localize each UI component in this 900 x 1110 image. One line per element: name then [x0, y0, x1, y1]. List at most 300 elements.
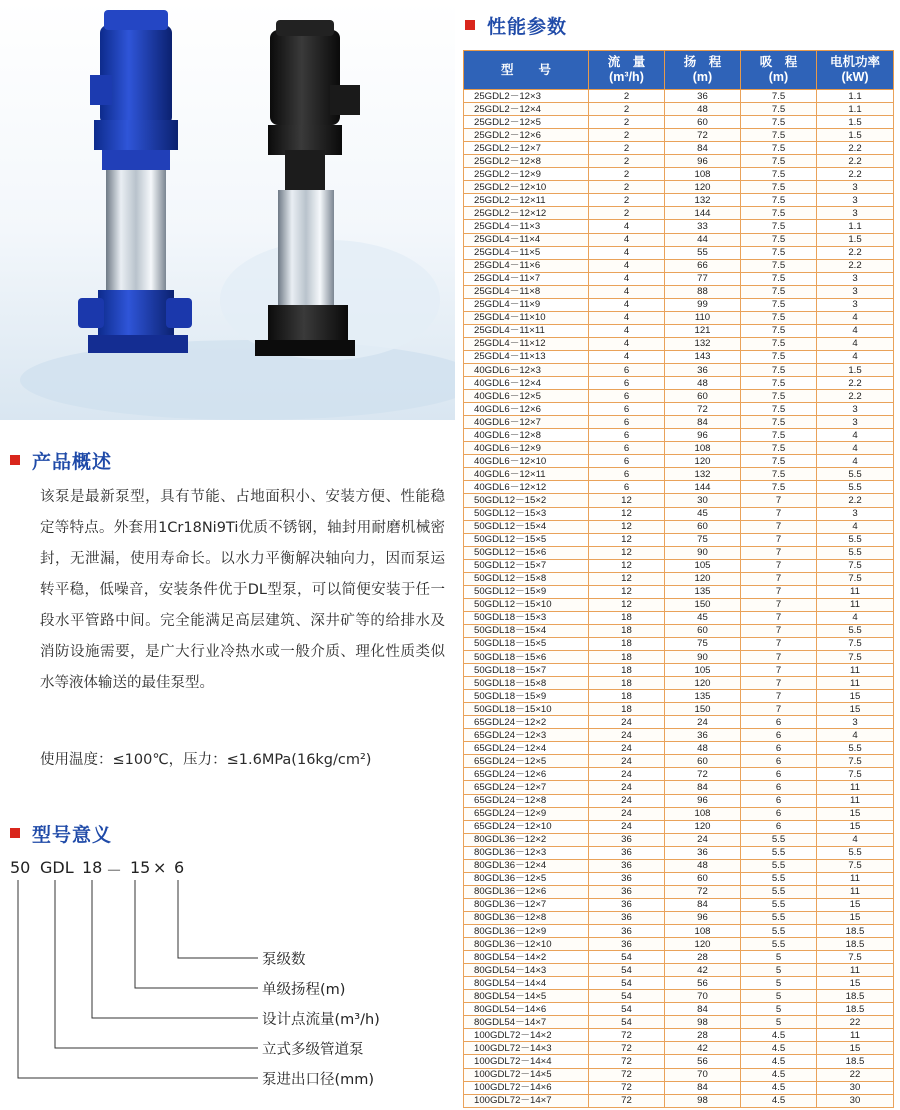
model-part-diameter: 50 [10, 858, 31, 877]
cell-power: 5.5 [817, 624, 894, 637]
cell-head: 84 [665, 1003, 741, 1016]
cell-flow: 54 [589, 1016, 665, 1029]
cell-power: 2.2 [817, 155, 894, 168]
cell-power: 4 [817, 324, 894, 337]
cell-head: 30 [665, 494, 741, 507]
cell-model: 40GDL6－12×9 [464, 442, 589, 455]
cell-model: 65GDL24－12×2 [464, 716, 589, 729]
table-row [464, 559, 894, 572]
cell-model: 50GDL12－15×2 [464, 494, 589, 507]
cell-power: 30 [817, 1094, 894, 1107]
cell-power: 3 [817, 285, 894, 298]
cell-flow: 4 [589, 350, 665, 363]
cell-suction: 7 [741, 611, 817, 624]
cell-flow: 6 [589, 481, 665, 494]
cell-power: 2.2 [817, 390, 894, 403]
cell-power: 11 [817, 598, 894, 611]
cell-head: 121 [665, 324, 741, 337]
cell-power: 11 [817, 885, 894, 898]
cell-flow: 36 [589, 925, 665, 938]
table-row [464, 455, 894, 468]
table-row [464, 1068, 894, 1081]
cell-flow: 2 [589, 103, 665, 116]
model-meaning-stages: 泵级数 [262, 952, 306, 968]
cell-suction: 7.5 [741, 416, 817, 429]
table-row [464, 468, 894, 481]
cell-power: 18.5 [817, 1055, 894, 1068]
cell-model: 25GDL2－12×10 [464, 181, 589, 194]
cell-suction: 7.5 [741, 363, 817, 376]
cell-suction: 5.5 [741, 911, 817, 924]
cell-suction: 6 [741, 755, 817, 768]
cell-head: 56 [665, 977, 741, 990]
cell-power: 3 [817, 298, 894, 311]
cell-model: 80GDL54－14×4 [464, 977, 589, 990]
cell-flow: 24 [589, 716, 665, 729]
cell-head: 105 [665, 559, 741, 572]
cell-model: 25GDL2－12×4 [464, 103, 589, 116]
table-row [464, 598, 894, 611]
table-row [464, 390, 894, 403]
table-row [464, 637, 894, 650]
cell-power: 4 [817, 729, 894, 742]
cell-suction: 5.5 [741, 885, 817, 898]
cell-model: 80GDL54－14×3 [464, 964, 589, 977]
table-row [464, 1042, 894, 1055]
cell-flow: 72 [589, 1068, 665, 1081]
cell-suction: 7.5 [741, 246, 817, 259]
cell-model: 25GDL4－11×3 [464, 220, 589, 233]
cell-power: 3 [817, 181, 894, 194]
cell-power: 4 [817, 520, 894, 533]
cell-flow: 12 [589, 507, 665, 520]
table-row [464, 585, 894, 598]
table-row [464, 377, 894, 390]
table-body [464, 90, 894, 1108]
cell-suction: 7.5 [741, 429, 817, 442]
cell-suction: 7.5 [741, 272, 817, 285]
performance-heading-text: 性能参数 [487, 15, 568, 38]
cell-flow: 24 [589, 768, 665, 781]
cell-model: 80GDL54－14×5 [464, 990, 589, 1003]
cell-suction: 4.5 [741, 1029, 817, 1042]
table-row [464, 233, 894, 246]
cell-head: 120 [665, 455, 741, 468]
model-part-type: GDL [40, 858, 74, 877]
cell-model: 100GDL72－14×6 [464, 1081, 589, 1094]
cell-model: 25GDL4－11×4 [464, 233, 589, 246]
cell-flow: 6 [589, 416, 665, 429]
cell-head: 70 [665, 990, 741, 1003]
cell-power: 7.5 [817, 637, 894, 650]
cell-flow: 18 [589, 690, 665, 703]
cell-power: 7.5 [817, 951, 894, 964]
cell-suction: 7 [741, 494, 817, 507]
cell-suction: 7.5 [741, 481, 817, 494]
cell-head: 144 [665, 207, 741, 220]
cell-model: 25GDL2－12×6 [464, 129, 589, 142]
cell-power: 7.5 [817, 859, 894, 872]
cell-model: 80GDL36－12×6 [464, 885, 589, 898]
cell-suction: 7 [741, 677, 817, 690]
cell-model: 65GDL24－12×6 [464, 768, 589, 781]
cell-head: 75 [665, 533, 741, 546]
cell-flow: 72 [589, 1094, 665, 1107]
cell-head: 135 [665, 585, 741, 598]
table-row [464, 703, 894, 716]
table-row [464, 1055, 894, 1068]
cell-suction: 4.5 [741, 1068, 817, 1081]
cell-suction: 7 [741, 651, 817, 664]
cell-model: 80GDL36－12×9 [464, 925, 589, 938]
cell-head: 24 [665, 716, 741, 729]
table-row [464, 363, 894, 376]
cell-power: 7.5 [817, 572, 894, 585]
cell-suction: 7.5 [741, 324, 817, 337]
cell-flow: 6 [589, 390, 665, 403]
cell-model: 65GDL24－12×7 [464, 781, 589, 794]
cell-suction: 4.5 [741, 1094, 817, 1107]
table-row [464, 181, 894, 194]
cell-model: 80GDL54－14×6 [464, 1003, 589, 1016]
cell-power: 1.5 [817, 363, 894, 376]
cell-head: 42 [665, 964, 741, 977]
table-row [464, 311, 894, 324]
cell-suction: 7.5 [741, 181, 817, 194]
cell-power: 4 [817, 442, 894, 455]
cell-head: 108 [665, 442, 741, 455]
cell-head: 33 [665, 220, 741, 233]
cell-suction: 7 [741, 546, 817, 559]
col-header-head: 扬 程 (m) [665, 51, 741, 90]
cell-flow: 2 [589, 116, 665, 129]
cell-suction: 7.5 [741, 168, 817, 181]
cell-suction: 6 [741, 768, 817, 781]
table-header-row [464, 51, 894, 90]
cell-head: 42 [665, 1042, 741, 1055]
cell-suction: 7 [741, 664, 817, 677]
cell-suction: 6 [741, 781, 817, 794]
cell-flow: 4 [589, 220, 665, 233]
cell-power: 5.5 [817, 546, 894, 559]
cell-flow: 36 [589, 898, 665, 911]
cell-head: 55 [665, 246, 741, 259]
table-row [464, 103, 894, 116]
cell-flow: 4 [589, 311, 665, 324]
table-row [464, 964, 894, 977]
cell-head: 108 [665, 168, 741, 181]
cell-model: 50GDL12－15×8 [464, 572, 589, 585]
cell-flow: 36 [589, 938, 665, 951]
cell-head: 120 [665, 572, 741, 585]
cell-head: 120 [665, 677, 741, 690]
cell-suction: 7 [741, 585, 817, 598]
cell-suction: 5.5 [741, 846, 817, 859]
performance-table-wrapper [463, 50, 893, 1108]
cell-power: 11 [817, 781, 894, 794]
cell-flow: 12 [589, 585, 665, 598]
table-row [464, 1029, 894, 1042]
cell-flow: 36 [589, 872, 665, 885]
cell-head: 99 [665, 298, 741, 311]
cell-head: 98 [665, 1094, 741, 1107]
cell-head: 24 [665, 833, 741, 846]
cell-suction: 5 [741, 977, 817, 990]
cell-suction: 7.5 [741, 103, 817, 116]
cell-model: 40GDL6－12×11 [464, 468, 589, 481]
cell-head: 36 [665, 729, 741, 742]
cell-flow: 24 [589, 781, 665, 794]
cell-flow: 4 [589, 233, 665, 246]
cell-power: 4 [817, 455, 894, 468]
cell-flow: 2 [589, 129, 665, 142]
cell-power: 3 [817, 416, 894, 429]
cell-flow: 18 [589, 651, 665, 664]
cell-power: 7.5 [817, 559, 894, 572]
table-row [464, 768, 894, 781]
cell-power: 15 [817, 898, 894, 911]
cell-model: 25GDL4－11×12 [464, 337, 589, 350]
cell-suction: 5.5 [741, 859, 817, 872]
cell-model: 100GDL72－14×5 [464, 1068, 589, 1081]
cell-flow: 2 [589, 155, 665, 168]
table-row [464, 664, 894, 677]
cell-model: 50GDL18－15×3 [464, 611, 589, 624]
cell-model: 50GDL12－15×5 [464, 533, 589, 546]
cell-power: 3 [817, 207, 894, 220]
cell-head: 132 [665, 194, 741, 207]
model-part-dash: － [106, 861, 123, 880]
model-part-head: 15 [130, 858, 151, 877]
cell-power: 7.5 [817, 651, 894, 664]
cell-suction: 4.5 [741, 1055, 817, 1068]
table-row [464, 925, 894, 938]
cell-head: 28 [665, 951, 741, 964]
cell-model: 50GDL18－15×7 [464, 664, 589, 677]
table-row [464, 794, 894, 807]
cell-flow: 2 [589, 168, 665, 181]
cell-head: 84 [665, 142, 741, 155]
cell-model: 25GDL4－11×10 [464, 311, 589, 324]
table-row [464, 142, 894, 155]
cell-power: 18.5 [817, 938, 894, 951]
table-row [464, 781, 894, 794]
cell-power: 15 [817, 703, 894, 716]
cell-model: 50GDL12－15×10 [464, 598, 589, 611]
table-row [464, 572, 894, 585]
cell-power: 7.5 [817, 755, 894, 768]
cell-head: 98 [665, 1016, 741, 1029]
cell-model: 80GDL36－12×2 [464, 833, 589, 846]
table-row [464, 624, 894, 637]
cell-flow: 12 [589, 494, 665, 507]
cell-power: 11 [817, 677, 894, 690]
cell-suction: 7.5 [741, 129, 817, 142]
cell-suction: 7.5 [741, 233, 817, 246]
cell-flow: 18 [589, 677, 665, 690]
usage-conditions: 使用温度：≤100℃，压力：≤1.6MPa(16kg/cm²) [40, 752, 372, 768]
col-header-suction: 吸 程 (m) [741, 51, 817, 90]
cell-head: 110 [665, 311, 741, 324]
cell-head: 28 [665, 1029, 741, 1042]
cell-suction: 7.5 [741, 350, 817, 363]
table-row [464, 885, 894, 898]
cell-flow: 18 [589, 611, 665, 624]
cell-flow: 36 [589, 846, 665, 859]
cell-head: 60 [665, 624, 741, 637]
cell-suction: 7 [741, 533, 817, 546]
cell-model: 50GDL12－15×4 [464, 520, 589, 533]
cell-power: 15 [817, 820, 894, 833]
cell-power: 1.1 [817, 103, 894, 116]
table-row [464, 611, 894, 624]
cell-model: 80GDL36－12×4 [464, 859, 589, 872]
cell-power: 1.1 [817, 90, 894, 103]
cell-suction: 6 [741, 820, 817, 833]
cell-head: 36 [665, 363, 741, 376]
table-row [464, 690, 894, 703]
cell-flow: 6 [589, 403, 665, 416]
cell-model: 25GDL2－12×7 [464, 142, 589, 155]
cell-head: 48 [665, 742, 741, 755]
cell-power: 1.5 [817, 233, 894, 246]
cell-model: 80GDL36－12×5 [464, 872, 589, 885]
cell-power: 2.2 [817, 142, 894, 155]
cell-suction: 5.5 [741, 925, 817, 938]
cell-power: 4 [817, 611, 894, 624]
cell-flow: 4 [589, 272, 665, 285]
cell-power: 22 [817, 1016, 894, 1029]
cell-suction: 6 [741, 807, 817, 820]
cell-suction: 7 [741, 624, 817, 637]
cell-head: 90 [665, 651, 741, 664]
cell-model: 50GDL18－15×4 [464, 624, 589, 637]
cell-power: 11 [817, 585, 894, 598]
cell-model: 80GDL36－12×10 [464, 938, 589, 951]
cell-head: 45 [665, 611, 741, 624]
cell-suction: 5.5 [741, 872, 817, 885]
cell-head: 84 [665, 416, 741, 429]
table-row [464, 990, 894, 1003]
table-row [464, 116, 894, 129]
cell-model: 25GDL2－12×3 [464, 90, 589, 103]
cell-flow: 36 [589, 833, 665, 846]
cell-head: 132 [665, 337, 741, 350]
cell-head: 108 [665, 925, 741, 938]
cell-head: 90 [665, 546, 741, 559]
cell-power: 2.2 [817, 168, 894, 181]
cell-suction: 4.5 [741, 1042, 817, 1055]
cell-power: 5.5 [817, 533, 894, 546]
table-row [464, 507, 894, 520]
cell-power: 5.5 [817, 846, 894, 859]
cell-head: 72 [665, 885, 741, 898]
cell-suction: 7 [741, 520, 817, 533]
table-row [464, 129, 894, 142]
cell-model: 25GDL2－12×5 [464, 116, 589, 129]
table-row [464, 298, 894, 311]
cell-power: 30 [817, 1081, 894, 1094]
cell-power: 3 [817, 716, 894, 729]
cell-flow: 54 [589, 977, 665, 990]
table-row [464, 651, 894, 664]
cell-flow: 36 [589, 911, 665, 924]
cell-suction: 7.5 [741, 207, 817, 220]
cell-model: 80GDL54－14×2 [464, 951, 589, 964]
cell-head: 120 [665, 820, 741, 833]
cell-head: 96 [665, 155, 741, 168]
model-part-times: × [153, 858, 167, 877]
cell-suction: 7 [741, 690, 817, 703]
cell-power: 18.5 [817, 1003, 894, 1016]
table-row [464, 677, 894, 690]
cell-power: 15 [817, 807, 894, 820]
cell-head: 150 [665, 703, 741, 716]
cell-head: 120 [665, 938, 741, 951]
table-row [464, 1016, 894, 1029]
cell-power: 1.5 [817, 116, 894, 129]
cell-power: 7.5 [817, 768, 894, 781]
cell-power: 4 [817, 429, 894, 442]
table-row [464, 403, 894, 416]
cell-head: 105 [665, 664, 741, 677]
model-heading-text: 型号意义 [32, 823, 113, 846]
table-row [464, 977, 894, 990]
cell-model: 65GDL24－12×9 [464, 807, 589, 820]
table-row [464, 494, 894, 507]
cell-flow: 54 [589, 990, 665, 1003]
cell-flow: 24 [589, 820, 665, 833]
cell-model: 100GDL72－14×4 [464, 1055, 589, 1068]
cell-flow: 18 [589, 637, 665, 650]
table-row [464, 729, 894, 742]
model-part-stages: 6 [174, 858, 185, 877]
cell-power: 11 [817, 872, 894, 885]
cell-head: 84 [665, 898, 741, 911]
table-row [464, 872, 894, 885]
cell-suction: 5 [741, 951, 817, 964]
cell-flow: 4 [589, 259, 665, 272]
table-row [464, 742, 894, 755]
cell-model: 50GDL18－15×6 [464, 651, 589, 664]
cell-power: 22 [817, 1068, 894, 1081]
cell-suction: 7.5 [741, 298, 817, 311]
cell-head: 77 [665, 272, 741, 285]
cell-power: 3 [817, 403, 894, 416]
cell-model: 50GDL12－15×7 [464, 559, 589, 572]
table-row [464, 716, 894, 729]
cell-power: 2.2 [817, 246, 894, 259]
cell-model: 50GDL18－15×8 [464, 677, 589, 690]
cell-head: 45 [665, 507, 741, 520]
cell-model: 65GDL24－12×4 [464, 742, 589, 755]
cell-suction: 5 [741, 990, 817, 1003]
cell-head: 150 [665, 598, 741, 611]
cell-suction: 7.5 [741, 90, 817, 103]
cell-model: 25GDL2－12×8 [464, 155, 589, 168]
cell-suction: 5.5 [741, 898, 817, 911]
cell-flow: 6 [589, 468, 665, 481]
cell-model: 100GDL72－14×3 [464, 1042, 589, 1055]
table-row [464, 533, 894, 546]
cell-model: 80GDL36－12×3 [464, 846, 589, 859]
table-row [464, 285, 894, 298]
table-row [464, 938, 894, 951]
cell-flow: 36 [589, 885, 665, 898]
table-row [464, 259, 894, 272]
table-row [464, 859, 894, 872]
cell-flow: 6 [589, 377, 665, 390]
